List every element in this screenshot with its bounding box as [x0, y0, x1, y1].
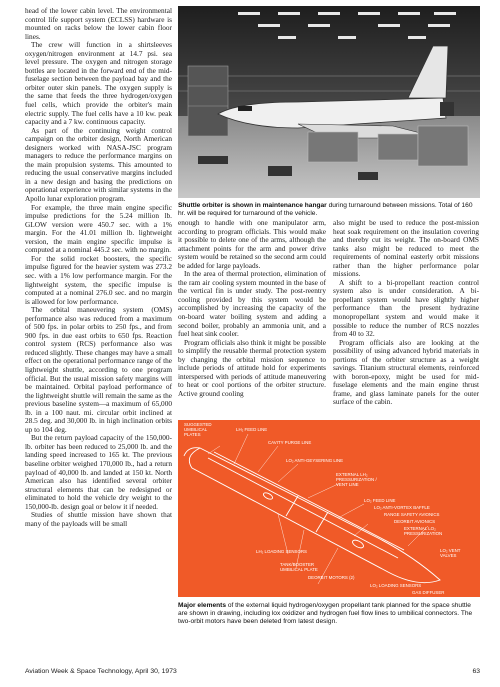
label-lo-loading-sensors: LO₂ LOADING SENSORS: [370, 583, 422, 588]
page-footer: [25, 668, 480, 675]
paragraph: For the solid rocket boosters, the specific impulse figured for the heavier system was 273.2 sec. with a 1% low performance margin. For the lightweight system, the specific impulse is computed at a nominal 276.0 sec. and no margin is allowed for low performance.: [25, 253, 172, 306]
label-external-lh-pressurization: EXTERNAL LH₂ PRESSURIZATION / VENT LINE: [336, 472, 377, 487]
label-lo-vent-valves: LO₂ VENT VALVES: [440, 548, 461, 558]
right-column: [333, 219, 479, 407]
label-range-safety-avionics: RANGE SAFETY AVIONICS: [384, 512, 440, 517]
paragraph: The crew will function in a shirtsleeves oxygen/nitrogen environment at 14.7 psi. sea level pressure. The oxygen and nitrogen storage bottles are located in the forward end of the mid-fuselage section between the payload bay and the orbiter outer skin panels. The oxygen supply is the same that feeds the three hydrogen/oxygen fuel cells, which provide the orbiter's main electric supply. The fuel cells have a 10 kw. peak capacity and a 7 kw. continuous capacity.: [25, 40, 172, 127]
diagram-caption-bold: Major elements: [178, 602, 227, 609]
paragraph: In the area of thermal protection, elimination of the ram air cooling system mounted in the base of the vertical fin is under study. The post-reentry cooling provided by this system would be accomplished by increasing the capacity of the on-board water boiling system and adding a second boiler, probably an ammonia unit, and a fuel heat sink cooler.: [178, 269, 326, 339]
paragraph: enough to handle with one manipulator arm, according to program officials. This would make it possible to delete one of the arms, although the attachment points for the arm and power drive system would be retained so the second arm could be added for large payloads.: [178, 218, 326, 270]
hangar-photo: [178, 6, 480, 198]
page-number: 63: [472, 668, 480, 675]
diagram-caption-text: of the external liquid hydrogen/oxygen propellant tank planned for the space shuttle are shown in drawing, including lox oxidizer and hydrogen fuel flow lines to umbilical connectors. The two-orbit motors have been deleted from latest design.: [178, 602, 473, 625]
paragraph: For example, the three main engine specific impulse predictions for the 5.24 million lb. GLOW version were 450.7 sec. with a 1% margin. For the 41.01 million lb. lightweight version, the main engine specific impulse is computed at a nominal 445.2 sec. with no margin.: [25, 202, 172, 255]
diagram-caption: [178, 602, 480, 626]
label-lh-feed-line: LH₂ FEED LINE: [236, 427, 268, 432]
paragraph: But the return payload capacity of the 150,000-lb. orbiter has been reduced to 25,000 lb. and the landing speed increased to 165 kt. The previous baseline orbiter weighed 170,000 lb., had a return payload of 40,000 lb. and landed at 150 kt. North American also has identified several orbiter structural elements that can be redesigned or eliminated to hold the vehicle dry weight to the 150,000-lb. design goal or below it if needed.: [25, 433, 172, 511]
label-deorbit-avionics: DEORBIT AVIONICS: [394, 519, 436, 524]
paragraph: A shift to a bi-propellant reaction control system also is under consideration. A bi-propellant system would have slightly higher performance than the present hydrazine monopropellant system and would make it possible to reduce the number of RCS nozzles from 40 to 32.: [333, 277, 479, 339]
label-tank-booster-umbilical-plate: TANK/BOOSTER UMBILICAL PLATE: [280, 562, 318, 572]
photo-caption: [178, 202, 480, 218]
label-lh-loading-sensors: LH₂ LOADING SENSORS: [256, 549, 307, 554]
tank-drawing: [178, 420, 480, 597]
label-external-lo-pressurization: EXTERNAL LO₂ PRESSURIZATION: [404, 526, 443, 536]
label-cavity-purge-line: CAVITY PURGE LINE: [268, 440, 312, 445]
paragraph: Program officials also think it might be possible to simplify the reusable thermal protection system by changing the orbital mission sequence to include periods of attitude hold for experiments interspersed with periods of attitude maneuvering to heat or cool portions of the orbiter structure. Active ground cooling: [178, 337, 326, 398]
paragraph: also might be used to reduce the post-mission heat soak requirement on the insulation covering and thereby cut its weight. The on-board OMS tanks also might be reduced to meet the requirements of nominal easterly orbit missions rather than the higher performance polar missions.: [333, 218, 479, 279]
publication-line: Aviation Week & Space Technology, April 30, 1973: [25, 668, 177, 675]
label-deorbit-motors: DEORBIT MOTORS (2): [308, 575, 355, 580]
left-column: [25, 7, 172, 528]
paragraph: head of the lower cabin level. The environmental control life support system (ECLSS) hardware is mounted on racks below the lower cabin floor lines.: [25, 6, 172, 41]
label-lo-feed-line: LO₂ FEED LINE: [364, 498, 396, 503]
label-lo-anti-vortex-baffle: LO₂ ANTI-VORTEX BAFFLE: [374, 505, 430, 510]
photo-caption-text: during turnaround between missions. Total of 160 hr. will be required for turnaround of the vehicle.: [178, 202, 473, 217]
label-gas-diffuser: GAS DIFFUSER: [412, 590, 445, 595]
paragraph: Program officials also are looking at the possibility of using advanced hybrid materials in portions of the orbiter structure as a weight savings. Titanium structural elements, reinforced with boron-epoxy, might be used for mid-fuselage elements and the main engine thrust frame, and glass laminate panels for the outer surface of the cabin.: [333, 337, 479, 407]
middle-column: [178, 219, 326, 398]
label-lo-anti-geysering-line: LO₂ ANTI-GEYSERING LINE: [286, 458, 344, 463]
label-suggested-umbilical-plates: SUGGESTED UMBILICAL PLATES: [184, 422, 212, 437]
external-tank-diagram: [178, 420, 480, 597]
photo-caption-bold: Shuttle orbiter is shown in maintenance hangar: [178, 202, 327, 209]
paragraph: As part of the continuing weight control campaign on the orbiter design, North American designers worked with NASA-JSC program managers to reduce the performance margins on the main propulsion systems. This amounted to reducing the usual conservative margins included in a new design and basing the predictions on operational experience with similar systems in the Apollo lunar exploration program.: [25, 125, 172, 204]
paragraph: Studies of shuttle mission have shown that many of the payloads will be small: [25, 510, 172, 528]
hangar-illustration: [178, 6, 480, 198]
paragraph: The orbital maneuvering system (OMS) performance also was reduced from a maximum of 500 fps. in polar orbits to 250 fps., and from 900 fps. in due east orbits to 650 fps. Reaction control system (RCS) performance also was reduced slightly. These changes may have a small effect on the operational performance range of the lightweight shuttle, according to one program official. But the usual mission safety margins will be maintained. Orbital payload performance of the lightweight shuttle will remain the same as the previous baseline system—a maximum of 65,000 lb. in a 100 naut. mi. circular orbit inclined at 28.5 deg. and 30,000 lb. in high inclination orbits up to 104 deg.: [25, 305, 172, 434]
